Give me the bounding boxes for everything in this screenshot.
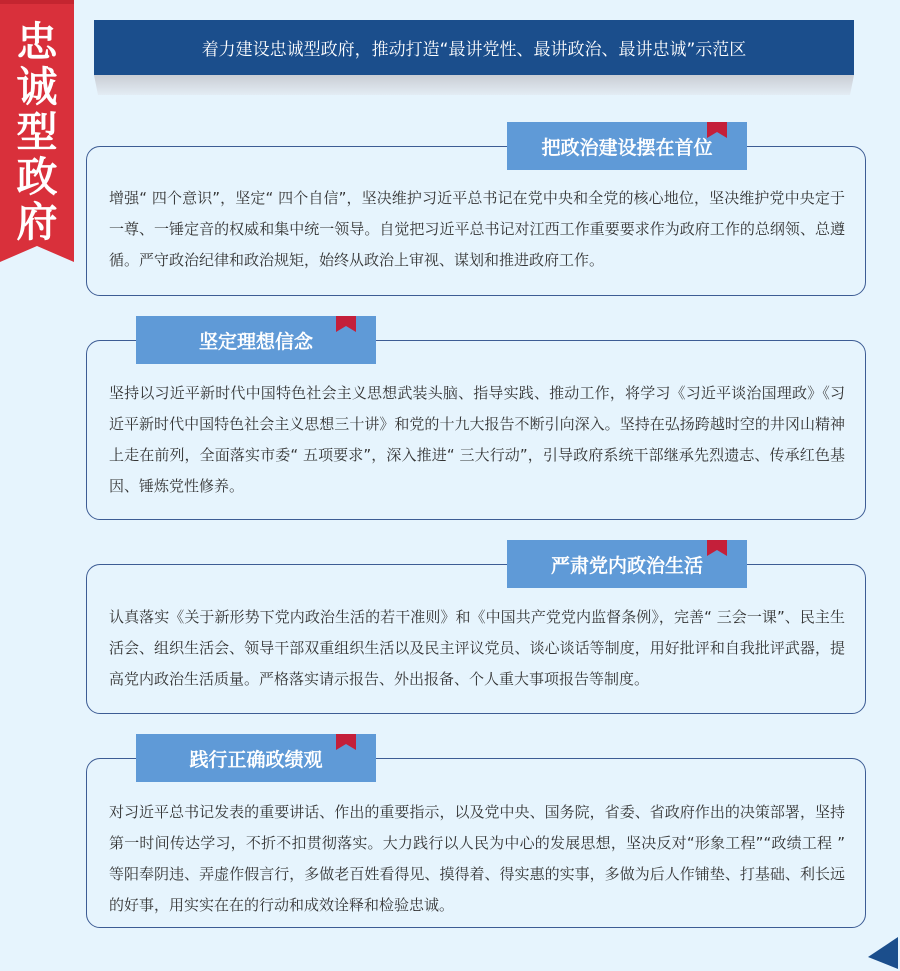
side-tab-char: 型 <box>16 108 58 156</box>
section-title <box>136 316 376 364</box>
section-text: 坚持以习近平新时代中国特色社会主义思想武装头脑、指导实践、推动工作，将学习《习近平谈治国理政》《习近平新时代中国特色社会主义思想三十讲》和党的十九大报告不断引向深入。坚持在弘扬跨越时空的井冈山精神上走在前列，全面落实市委“ 五项要求”，深入推进“ 三大行动”，引导政府系统干部继承先烈遗志、传承红色基因、锤炼党性修养。 <box>109 384 845 495</box>
side-tab-label <box>0 20 74 245</box>
section-text: 认真落实《关于新形势下党内政治生活的若干准则》和《中国共产党党内监督条例》，完善“ 三会一课”、民主生活会、组织生活会、领导干部双重组织生活以及民主评议党员、谈心谈话等制度，用好批评和自我批评武器，提高党内政治生活质量。严格落实请示报告、外出报备、个人重大事项报告等制度。 <box>109 608 845 688</box>
section-title <box>136 734 376 782</box>
page-title: 着力建设忠诚型政府，推动打造“最讲党性、最讲政治、最讲忠诚”示范区 <box>94 20 854 75</box>
triangle-arrow-icon[interactable] <box>868 937 898 969</box>
section-title-text: 践行正确政绩观 <box>189 748 323 771</box>
ribbon-icon <box>336 734 356 750</box>
side-tab <box>0 0 74 262</box>
section-card <box>86 340 866 520</box>
ribbon-icon <box>707 122 727 138</box>
section-title <box>507 122 747 170</box>
section-text: 增强“ 四个意识”，坚定“ 四个自信”，坚决维护习近平总书记在党中央和全党的核心地位，坚决维护党中央定于一尊、一锤定音的权威和集中统一领导。自觉把习近平总书记对江西工作重要要求作为政府工作的总纲领、总遵循。严守政治纪律和政治规矩，始终从政治上审视、谋划和推进政府工作。 <box>109 189 845 269</box>
section-card <box>86 564 866 714</box>
side-tab-char: 忠 <box>16 18 58 66</box>
ribbon-icon <box>336 316 356 332</box>
section-card <box>86 758 866 928</box>
banner-shadow <box>94 75 854 95</box>
section-card <box>86 146 866 296</box>
side-tab-char: 诚 <box>16 63 58 111</box>
section-text: 对习近平总书记发表的重要讲话、作出的重要指示，以及党中央、国务院，省委、省政府作出的决策部署，坚持第一时间传达学习，不折不扣贯彻落实。大力践行以人民为中心的发展思想，坚决反对“形象工程”“政绩工程 ” 等阳奉阴违、弄虚作假言行，多做老百姓看得见、摸得着、得实惠的实事，多做为后人作铺垫、打基础、利长远的好事，用实实在在的行动和成效诠释和检验忠诚。 <box>109 803 845 914</box>
side-tab-char: 府 <box>16 198 58 246</box>
ribbon-icon <box>707 540 727 556</box>
section-title-text: 把政治建设摆在首位 <box>541 136 713 159</box>
side-tab-char: 政 <box>16 153 58 201</box>
section-title-text: 严肃党内政治生活 <box>550 554 703 577</box>
section-title <box>507 540 747 588</box>
section-title-text: 坚定理想信念 <box>198 330 313 353</box>
